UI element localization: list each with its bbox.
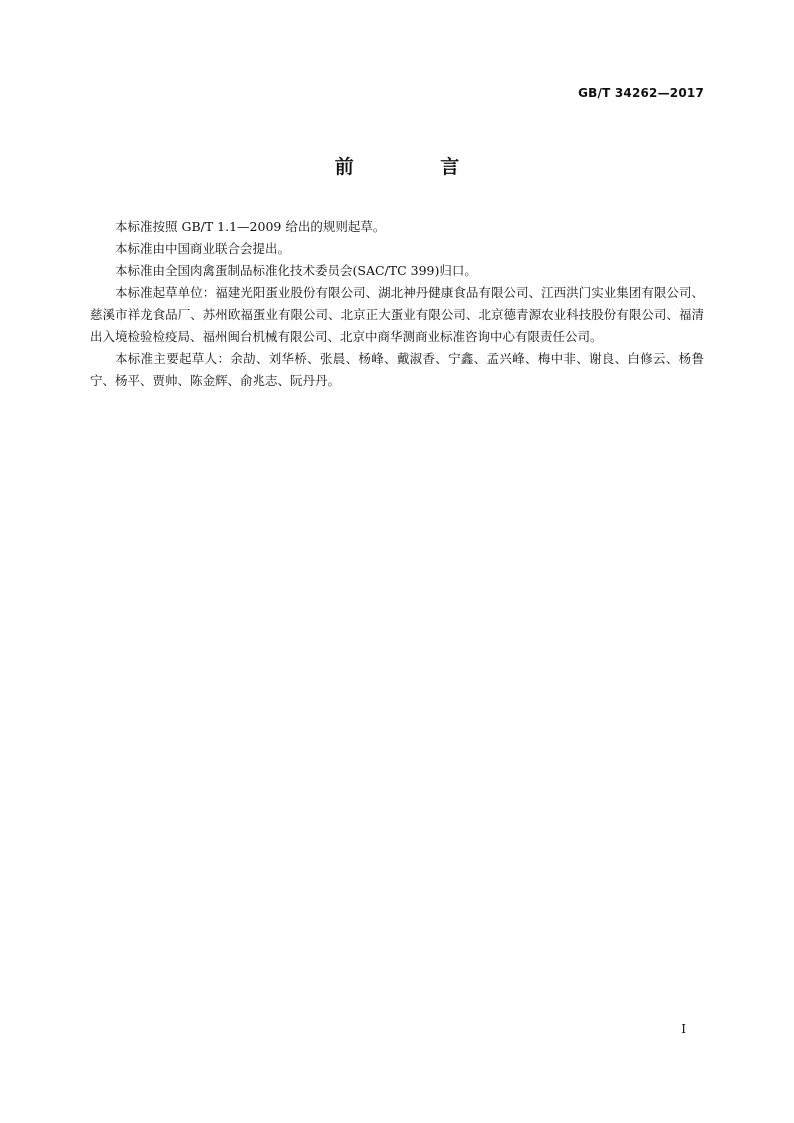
paragraph-drafting-rules: 本标准按照 GB/T 1.1—2009 给出的规则起草。 bbox=[115, 219, 386, 234]
standard-number: GB/T 34262—2017 bbox=[578, 86, 704, 100]
foreword-body bbox=[90, 216, 704, 392]
page-title: 前 言 bbox=[334, 156, 500, 178]
paragraph-technical-committee: 本标准由全国肉禽蛋制品标准化技术委员会(SAC/TC 399)归口。 bbox=[115, 263, 477, 278]
page-number: I bbox=[681, 1022, 686, 1036]
paragraph-proposer: 本标准由中国商业联合会提出。 bbox=[115, 241, 291, 256]
paragraph-main-drafters: 本标准主要起草人：余劼、刘华桥、张晨、杨峰、戴淑香、宁鑫、孟兴峰、梅中非、谢良、白修云、杨鲁宁、杨平、贾帅、陈金辉、俞兆志、阮丹丹。 bbox=[90, 351, 704, 388]
paragraph-drafting-units: 本标准起草单位：福建光阳蛋业股份有限公司、湖北神丹健康食品有限公司、江西洪门实业集团有限公司、慈溪市祥龙食品厂、苏州欧福蛋业有限公司、北京正大蛋业有限公司、北京德青源农业科技股份有限公司、福清出入境检验检疫局、福州闽台机械有限公司、北京中商华测商业标准咨询中心有限责任公司。 bbox=[90, 285, 704, 344]
